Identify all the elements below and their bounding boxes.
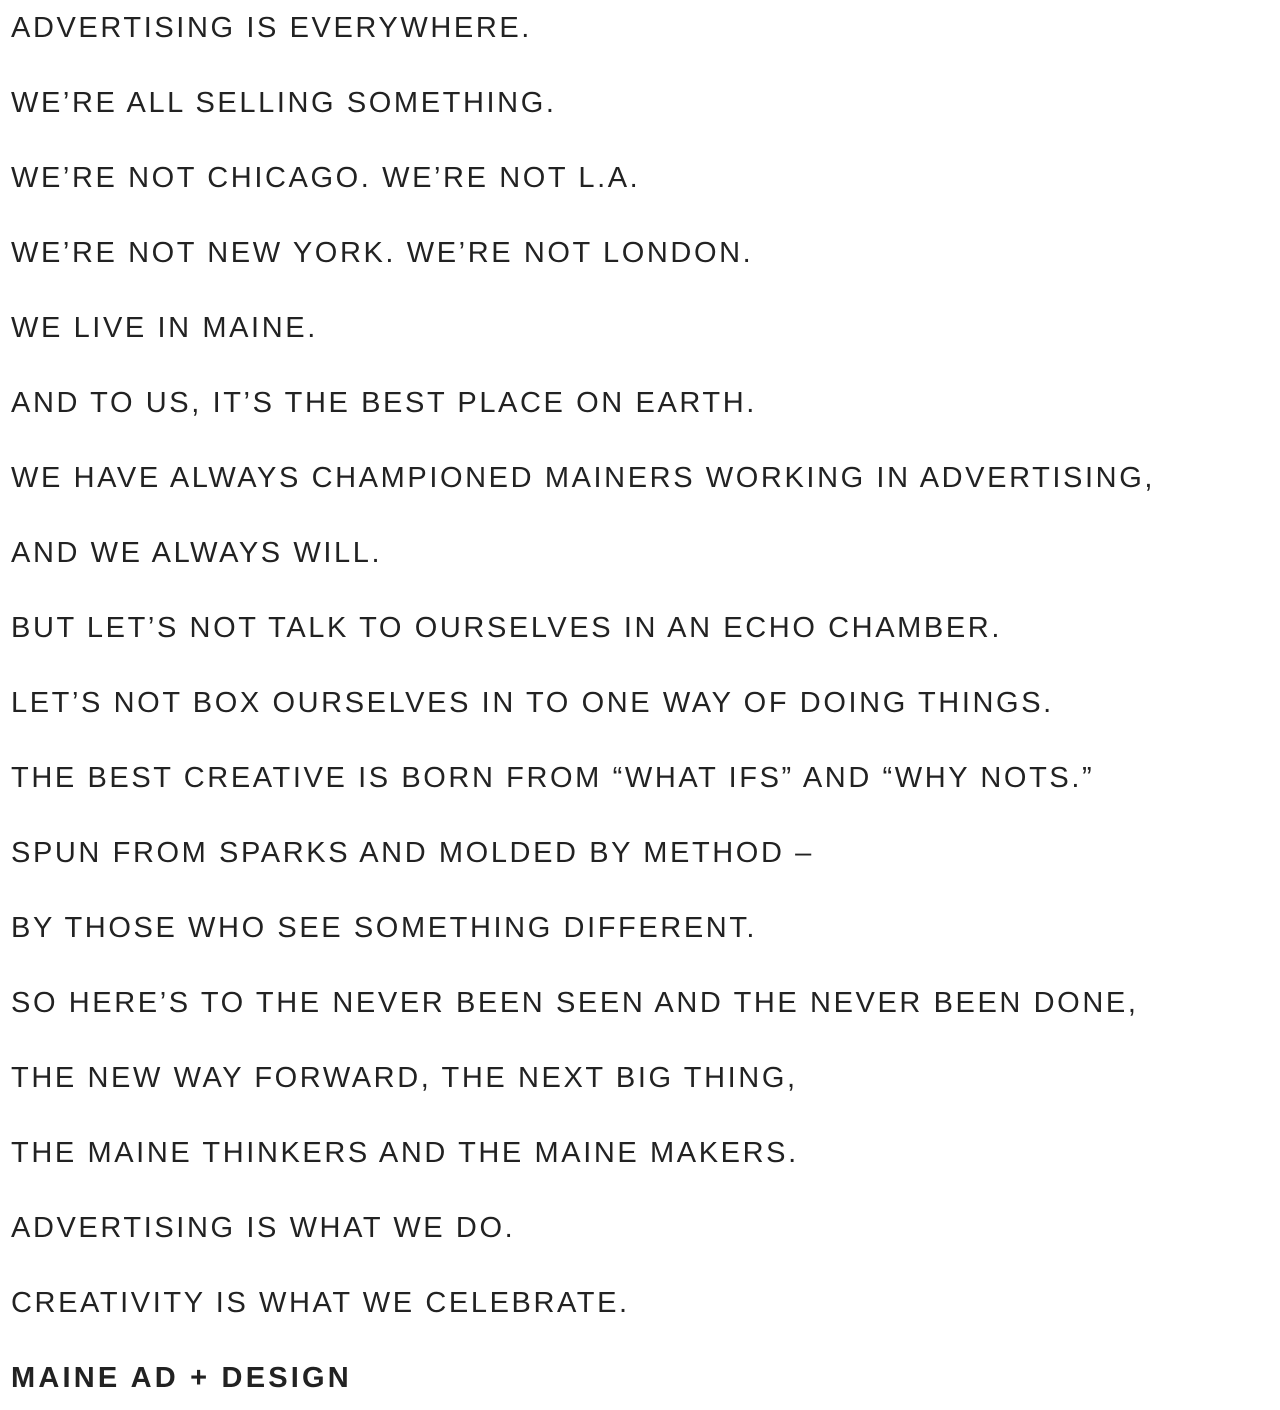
manifesto-line: AND WE ALWAYS WILL.	[11, 537, 383, 569]
manifesto-line: LET’S NOT BOX OURSELVES IN TO ONE WAY OF DOING THINGS.	[11, 687, 1054, 719]
manifesto-line: BY THOSE WHO SEE SOMETHING DIFFERENT.	[11, 912, 758, 944]
manifesto-line: ADVERTISING IS EVERYWHERE.	[11, 12, 532, 44]
signature: MAINE AD + DESIGN	[11, 1362, 352, 1394]
manifesto-line: AND TO US, IT’S THE BEST PLACE ON EARTH.	[11, 387, 757, 419]
manifesto-line: WE’RE NOT CHICAGO. WE’RE NOT L.A.	[11, 162, 641, 194]
manifesto-line: THE NEW WAY FORWARD, THE NEXT BIG THING,	[11, 1062, 798, 1094]
manifesto-line: SO HERE’S TO THE NEVER BEEN SEEN AND THE NEVER BEEN DONE,	[11, 987, 1139, 1019]
manifesto-line: BUT LET’S NOT TALK TO OURSELVES IN AN ECHO CHAMBER.	[11, 612, 1003, 644]
manifesto-line: WE LIVE IN MAINE.	[11, 312, 318, 344]
manifesto-line: SPUN FROM SPARKS AND MOLDED BY METHOD –	[11, 837, 814, 869]
manifesto-line: THE MAINE THINKERS AND THE MAINE MAKERS.	[11, 1137, 799, 1169]
manifesto	[11, 9, 1155, 1399]
manifesto-line: WE HAVE ALWAYS CHAMPIONED MAINERS WORKING IN ADVERTISING,	[11, 462, 1156, 494]
manifesto-line: ADVERTISING IS WHAT WE DO.	[11, 1212, 516, 1244]
manifesto-line: WE’RE ALL SELLING SOMETHING.	[11, 87, 557, 119]
manifesto-line: THE BEST CREATIVE IS BORN FROM “WHAT IFS” AND “WHY NOTS.”	[11, 762, 1095, 794]
manifesto-line: WE’RE NOT NEW YORK. WE’RE NOT LONDON.	[11, 237, 754, 269]
manifesto-line: CREATIVITY IS WHAT WE CELEBRATE.	[11, 1287, 630, 1319]
